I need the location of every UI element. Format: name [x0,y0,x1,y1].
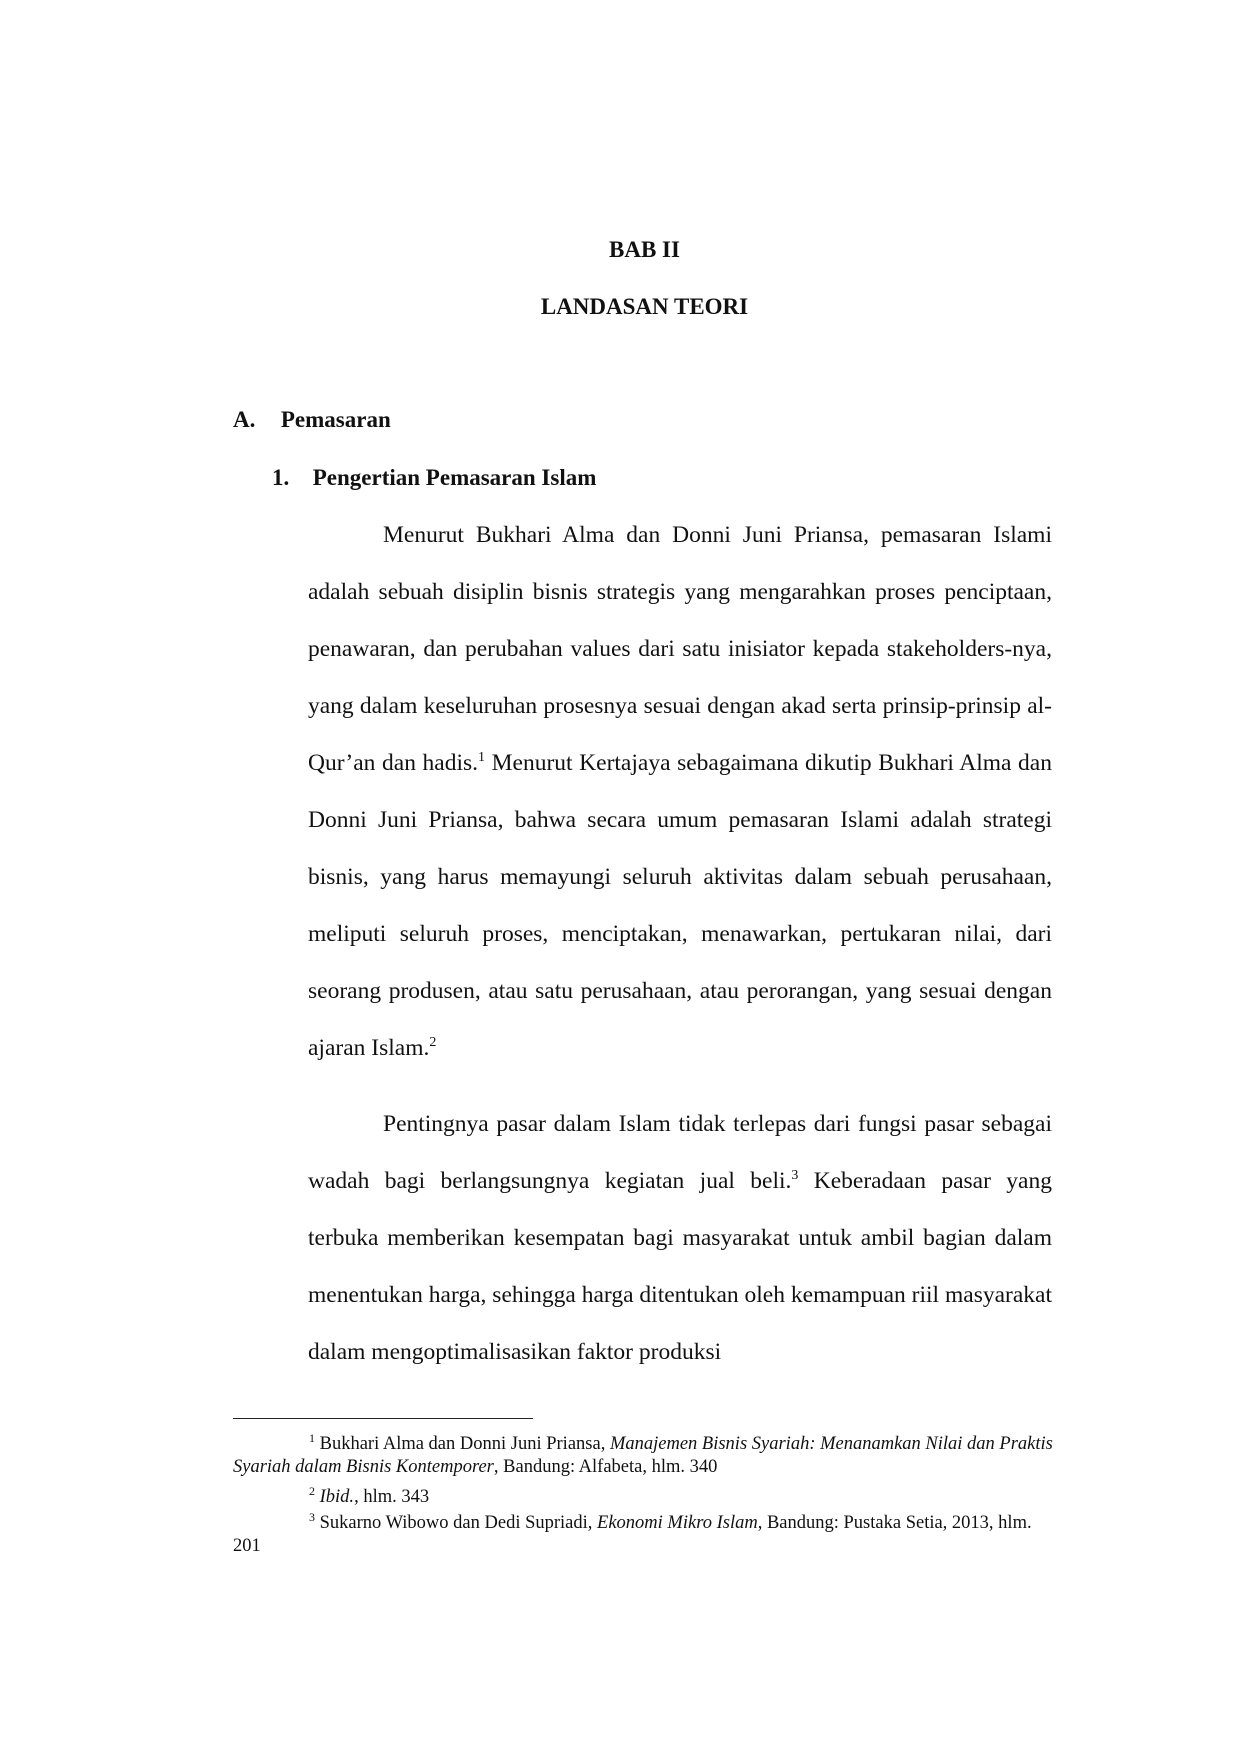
footnote-2 [233,1486,1053,1509]
paragraph-1 [308,507,1052,1077]
paragraph-2-text-a: Pentingnya pasar dalam Islam tidak terlepas dari fungsi pasar sebagai wadah bagi berlangsungnya kegiatan jual beli. [308,1111,1052,1194]
footnote-2-number: 2 [309,1484,315,1498]
footnote-ref-2: 2 [429,1035,437,1050]
subsection-title: Pengertian Pemasaran Islam [312,465,597,490]
paragraph-1-text-a: Menurut Bukhari Alma dan Donni Juni Priansa, pemasaran Islami adalah sebuah disiplin bisnis strategis yang mengarahkan proses penciptaan, penawaran, dan perubahan values dari satu inisiator kepada stakeholders-nya, yang dalam keseluruhan prosesnya sesuai dengan akad serta prinsip-prinsip al-Qur’an dan hadis. [308,522,1052,776]
footnote-3-post: , Bandung: Pustaka Setia, 2013, hlm. 201 [233,1513,1032,1556]
footnote-3 [233,1512,1053,1558]
footnote-2-post: , hlm. 343 [354,1487,430,1507]
section-title: Pemasaran [280,407,391,432]
footnote-3-title: Ekonomi Mikro Islam [597,1513,758,1533]
footnote-1-post: , Bandung: Alfabeta, hlm. 340 [493,1457,718,1477]
chapter-title: LANDASAN TEORI [540,294,749,319]
paragraph-2-text-b: Keberadaan pasar yang terbuka memberikan kesempatan bagi masyarakat untuk ambil bagian dalam menentukan harga, sehingga harga ditentukan oleh kemampuan riil masyarakat dalam mengoptimalisasikan faktor produksi [308,1168,1052,1365]
footnote-1-pre: Bukhari Alma dan Donni Juni Priansa, [315,1434,610,1454]
footnote-1 [233,1433,1053,1479]
section-label: A. [233,407,256,432]
footnote-3-number: 3 [309,1510,315,1524]
footnote-1-number: 1 [309,1431,315,1445]
footnote-1-title: Manajemen Bisnis Syariah: Menanamkan Nilai dan Praktis Syariah dalam Bisnis Kontemporer [233,1434,1053,1477]
footnote-2-title: Ibid. [319,1487,355,1507]
footnote-ref-1: 1 [478,750,486,765]
footnote-3-pre: Sukarno Wibowo dan Dedi Supriadi, [315,1513,598,1533]
subsection-heading [272,465,596,491]
paragraph-1-text-b: Menurut Kertajaya sebagaimana dikutip Bukhari Alma dan Donni Juni Priansa, bahwa secara umum pemasaran Islami adalah strategi bisnis, yang harus memayungi seluruh aktivitas dalam sebuah perusahaan, meliputi seluruh proses, menciptakan, menawarkan, pertukaran nilai, dari seorang produsen, atau satu perusahaan, atau perorangan, yang sesuai dengan ajaran Islam. [308,750,1052,1061]
footnote-separator [233,1418,533,1419]
subsection-label: 1. [272,465,290,490]
paragraph-2 [308,1096,1052,1381]
section-heading [233,407,391,433]
chapter-number: BAB II [609,237,680,262]
footnote-ref-3: 3 [791,1168,799,1183]
